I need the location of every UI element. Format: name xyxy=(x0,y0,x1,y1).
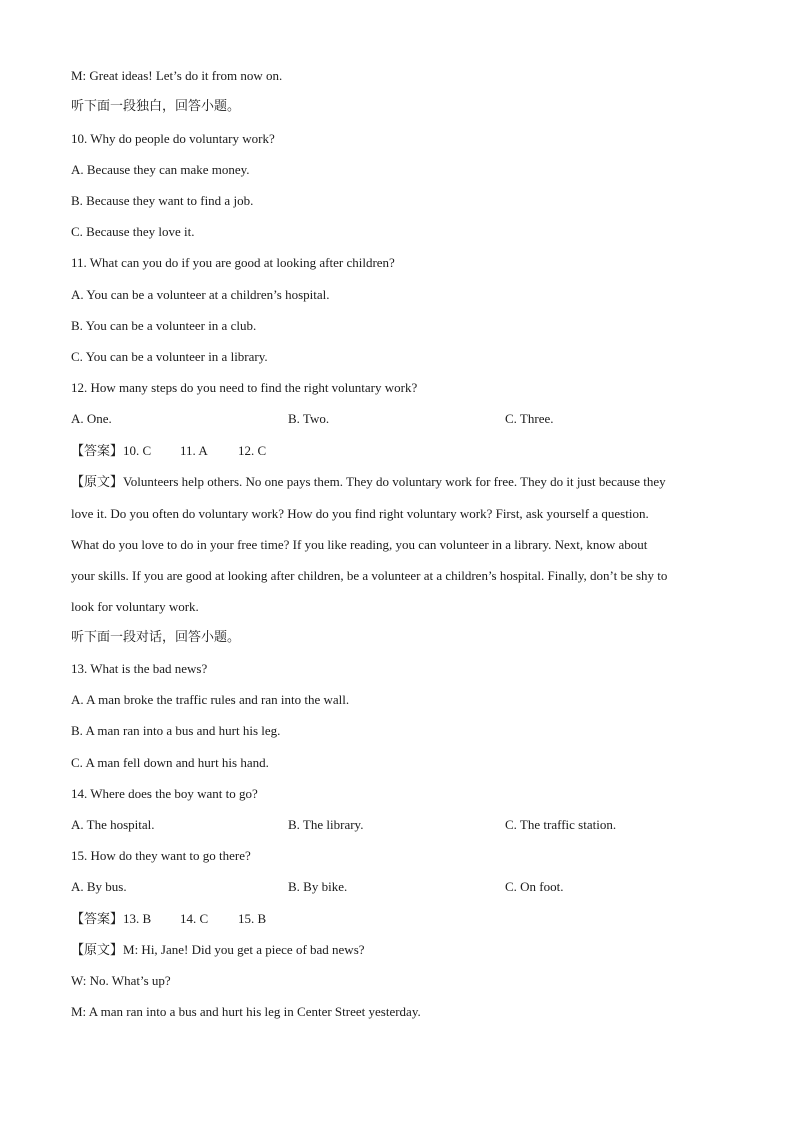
option-10c: C. Because they love it. xyxy=(71,224,195,239)
answer-15: 15. B xyxy=(238,911,267,926)
transcript-text: look for voluntary work. xyxy=(71,599,199,614)
question-13: 13. What is the bad news? xyxy=(71,661,208,676)
option-14a: A. The hospital. xyxy=(71,817,155,832)
option-12a: A. One. xyxy=(71,411,112,426)
answer-tag: 【答案】 xyxy=(71,444,124,459)
answer-row-2 xyxy=(71,909,724,929)
transcript-text: your skills. If you are good at looking after children, be a volunteer at a children’s hospital. Finally, don’t be shy to xyxy=(71,568,668,583)
answer-13: 13. B xyxy=(123,911,152,926)
option-13b: B. A man ran into a bus and hurt his leg. xyxy=(71,723,281,738)
option-12b: B. Two. xyxy=(288,411,330,426)
option-11a: A. You can be a volunteer at a children’s hospital. xyxy=(71,287,330,302)
transcript-1 xyxy=(71,466,721,622)
question-15: 15. How do they want to go there? xyxy=(71,848,251,863)
option-11c: C. You can be a volunteer in a library. xyxy=(71,349,268,364)
answer-tag: 【答案】 xyxy=(71,912,124,927)
answer-10: 10. C xyxy=(123,443,152,458)
transcript-tag: 【原文】 xyxy=(71,943,124,958)
options-row-14 xyxy=(71,815,724,835)
question-14: 14. Where does the boy want to go? xyxy=(71,786,258,801)
transcript-text: love it. Do you often do voluntary work? How do you find right voluntary work? First, ask yourself a question. xyxy=(71,506,649,521)
option-10a: A. Because they can make money. xyxy=(71,162,250,177)
options-row-15 xyxy=(71,877,724,897)
dialogue-line: M: Great ideas! Let’s do it from now on. xyxy=(71,68,283,83)
options-row-12 xyxy=(71,409,724,429)
option-15a: A. By bus. xyxy=(71,879,127,894)
option-11b: B. You can be a volunteer in a club. xyxy=(71,318,257,333)
question-11: 11. What can you do if you are good at looking after children? xyxy=(71,255,395,270)
transcript-2-line xyxy=(71,940,724,960)
transcript-text: Volunteers help others. No one pays them. They do voluntary work for free. They do it just because they xyxy=(123,474,666,489)
option-15b: B. By bike. xyxy=(288,879,348,894)
option-14c: C. The traffic station. xyxy=(505,817,617,832)
question-10: 10. Why do people do voluntary work? xyxy=(71,131,275,146)
option-14b: B. The library. xyxy=(288,817,364,832)
option-15c: C. On foot. xyxy=(505,879,564,894)
dialogue-line: M: A man ran into a bus and hurt his leg in Center Street yesterday. xyxy=(71,1004,421,1019)
answer-11: 11. A xyxy=(180,443,208,458)
dialogue-line: W: No. What’s up? xyxy=(71,973,171,988)
option-13a: A. A man broke the traffic rules and ran into the wall. xyxy=(71,692,350,707)
option-12c: C. Three. xyxy=(505,411,554,426)
transcript-text: What do you love to do in your free time? If you like reading, you can volunteer in a library. Next, know about xyxy=(71,537,648,552)
section-instruction: 听下面一段对话，回答小题。 xyxy=(71,630,241,645)
section-instruction: 听下面一段独白，回答小题。 xyxy=(71,99,241,114)
question-12: 12. How many steps do you need to find the right voluntary work? xyxy=(71,380,418,395)
answer-14: 14. C xyxy=(180,911,209,926)
option-10b: B. Because they want to find a job. xyxy=(71,193,254,208)
answer-row-1 xyxy=(71,441,724,461)
transcript-text: M: Hi, Jane! Did you get a piece of bad news? xyxy=(123,942,365,957)
option-13c: C. A man fell down and hurt his hand. xyxy=(71,755,269,770)
answer-12: 12. C xyxy=(238,443,267,458)
transcript-tag: 【原文】 xyxy=(71,475,124,490)
